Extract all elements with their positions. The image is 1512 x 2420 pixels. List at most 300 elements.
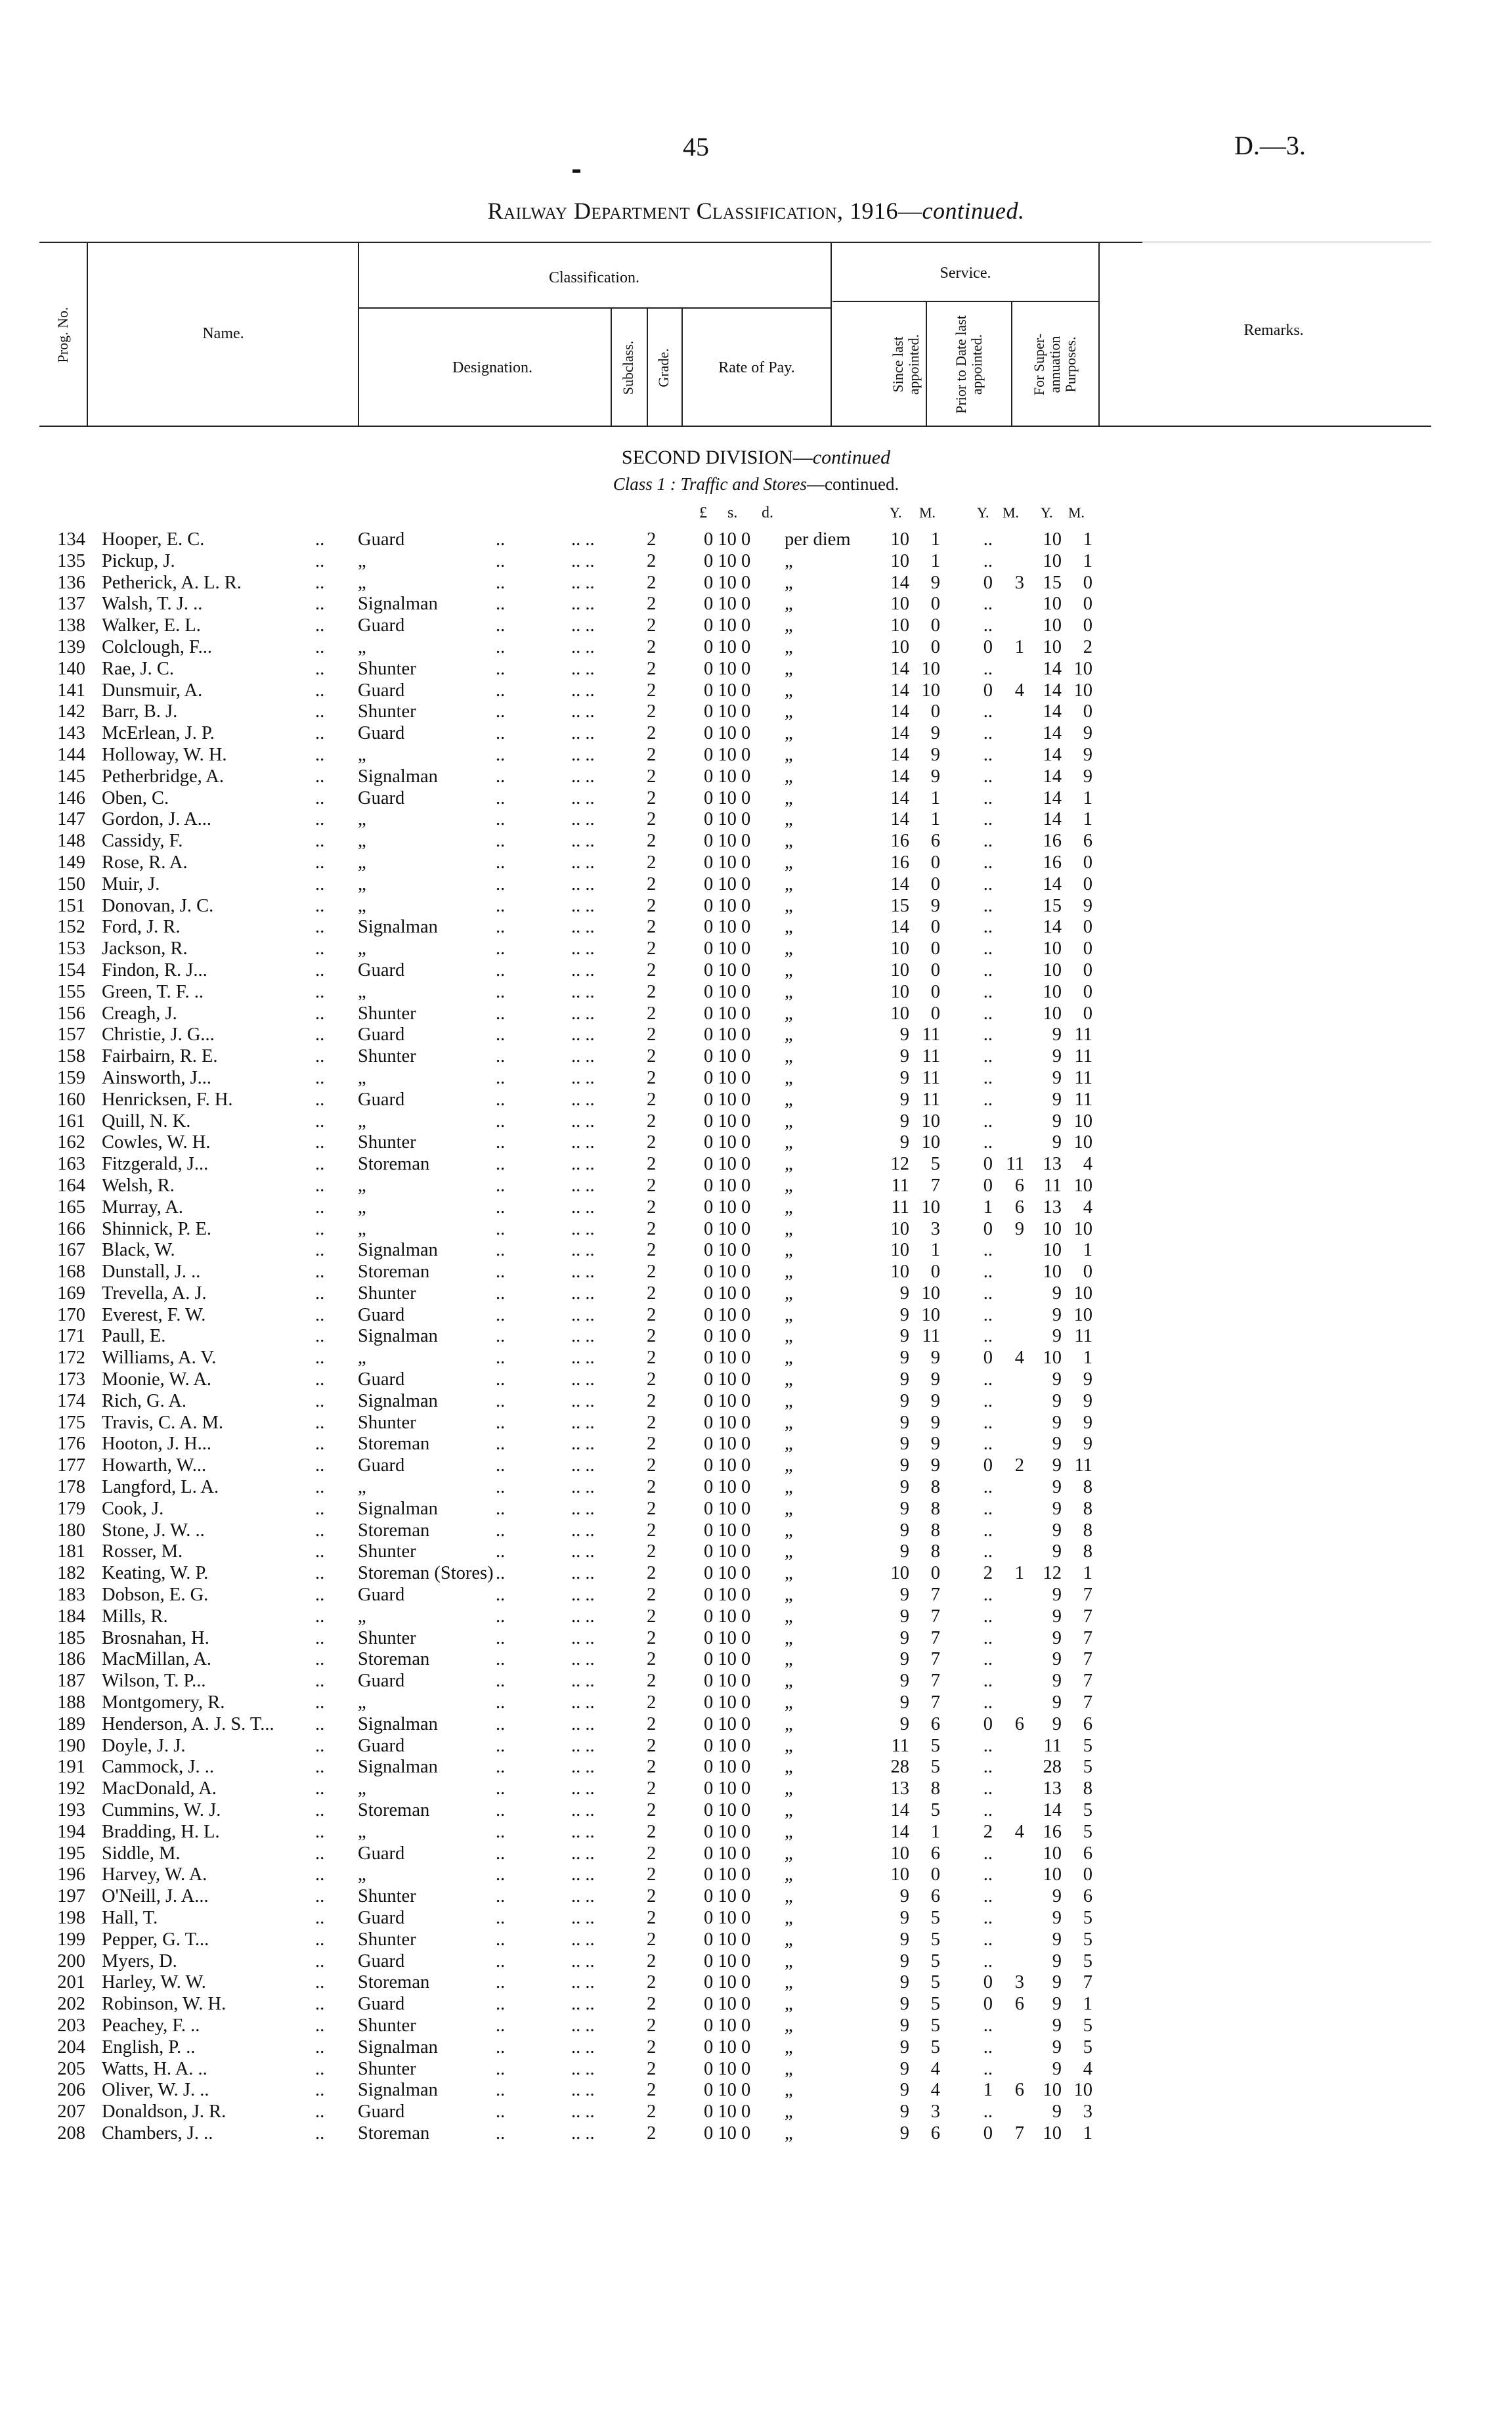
since-months: 10 [921,1111,940,1132]
rate-of-pay: 0 10 0 [704,1003,751,1024]
super-months: 10 [1073,1111,1092,1132]
pay-period: „ [785,1498,793,1519]
grade-value: 2 [647,831,657,852]
employee-name: English, P. .. [102,2036,196,2057]
since-months: 5 [930,1994,940,2015]
pay-period: „ [785,1434,793,1455]
leader-dots: .. [315,1412,325,1433]
super-months: 9 [1083,766,1092,787]
prog-number: 164 [57,1175,85,1196]
employee-name: Murray, A. [102,1197,184,1218]
super-years: 10 [1043,550,1062,571]
grade-value: 2 [647,1713,657,1734]
grade-value: 2 [647,2036,657,2057]
divider-subclass [647,307,648,427]
prog-number: 204 [57,2036,85,2057]
title-main: Railway Department Classification, 1916— [487,198,922,224]
rate-of-pay: 0 10 0 [704,1735,751,1756]
prior-years: .. [983,1089,993,1110]
table-row [0,1541,1512,1563]
employee-name: Langford, L. A. [102,1477,219,1498]
prior-months: 3 [1014,1972,1024,1993]
table-row [0,1800,1512,1822]
leader-dots: .. .. [571,1757,595,1778]
leader-dots: .. .. [571,1132,595,1153]
super-years: 9 [1052,1692,1062,1713]
leader-dots: .. [496,723,506,744]
leader-dots: .. [315,1864,325,1885]
employee-name: Cowles, W. H. [102,1132,211,1153]
table-row [0,1477,1512,1499]
leader-dots: .. [496,1218,506,1239]
since-years: 9 [899,1713,909,1734]
pay-period: „ [785,1541,793,1562]
since-months: 5 [930,1972,940,1993]
leader-dots: .. .. [571,1606,595,1627]
leader-dots: .. [315,1520,325,1541]
pay-period: „ [785,1929,793,1950]
super-years: 10 [1043,1843,1062,1864]
pay-period: „ [785,1627,793,1648]
pay-period: „ [785,2036,793,2057]
pay-period: „ [785,1369,793,1390]
divider-super [1098,242,1100,427]
prog-number: 181 [57,1541,85,1562]
grade-value: 2 [647,1757,657,1778]
designation: „ [358,1778,366,1799]
since-years: 14 [890,680,909,701]
since-years: 14 [890,723,909,744]
grade-value: 2 [647,1218,657,1239]
since-years: 9 [899,1886,909,1907]
since-months: 0 [930,959,940,980]
super-months: 3 [1083,2101,1092,2123]
designation: „ [358,831,366,852]
leader-dots: .. .. [571,895,595,916]
pay-period: „ [785,1757,793,1778]
employee-name: Dunstall, J. .. [102,1262,201,1283]
leader-dots: .. [496,852,506,873]
rate-of-pay: 0 10 0 [704,1498,751,1519]
prior-years: .. [983,1304,993,1325]
pay-period: „ [785,1821,793,1842]
table-row [0,1714,1512,1736]
pay-period: „ [785,981,793,1002]
prior-years: .. [983,1240,993,1261]
prog-number: 178 [57,1477,85,1498]
super-years: 9 [1052,1434,1062,1455]
designation: Signalman [358,2080,438,2101]
employee-name: Peachey, F. .. [102,2015,200,2036]
since-months: 0 [930,917,940,938]
since-months: 9 [930,723,940,744]
employee-name: Paull, E. [102,1326,166,1347]
since-years: 9 [899,1541,909,1562]
prior-years: .. [983,1929,993,1950]
rate-of-pay: 0 10 0 [704,787,751,808]
leader-dots: .. [496,1003,506,1024]
leader-dots: .. .. [571,1800,595,1821]
rate-of-pay: 0 10 0 [704,1541,751,1562]
employee-name: Mills, R. [102,1606,168,1627]
since-years: 10 [890,615,909,636]
table-row [0,874,1512,896]
designation: Shunter [358,701,416,722]
since-years: 14 [890,917,909,938]
since-months: 9 [930,744,940,765]
prior-months: 6 [1014,2080,1024,2101]
leader-dots: .. .. [571,852,595,873]
employee-name: Barr, B. J. [102,701,178,722]
super-years: 9 [1052,1994,1062,2015]
grade-value: 2 [647,1821,657,1842]
prog-number: 141 [57,680,85,701]
table-row [0,1413,1512,1434]
leader-dots: .. [496,1563,506,1584]
super-years: 9 [1052,1886,1062,1907]
since-months: 10 [921,680,940,701]
table-row [0,594,1512,615]
prog-number: 156 [57,1003,85,1024]
since-years: 14 [890,1821,909,1842]
leader-dots: .. [315,2058,325,2079]
table-row [0,852,1512,874]
rate-of-pay: 0 10 0 [704,1046,751,1067]
prior-years: .. [983,766,993,787]
designation: Guard [358,1735,405,1756]
prior-years: .. [983,1498,993,1519]
pay-period: „ [785,809,793,830]
since-months: 9 [930,1434,940,1455]
leader-dots: .. [496,1132,506,1153]
prog-number: 195 [57,1843,85,1864]
leader-dots: .. .. [571,1003,595,1024]
super-years: 10 [1043,1262,1062,1283]
prior-years: .. [983,981,993,1002]
designation: „ [358,1606,366,1627]
since-months: 0 [930,1563,940,1584]
leader-dots: .. .. [571,1240,595,1261]
prior-years: 0 [983,1994,993,2015]
prog-number: 137 [57,594,85,615]
since-months: 6 [930,831,940,852]
leader-dots: .. [496,959,506,980]
grade-value: 2 [647,1175,657,1196]
prior-years: .. [983,1757,993,1778]
rate-of-pay: 0 10 0 [704,766,751,787]
leader-dots: .. [315,1821,325,1842]
super-months: 7 [1083,1606,1092,1627]
grade-value: 2 [647,873,657,894]
since-years: 9 [899,1455,909,1476]
leader-dots: .. [315,895,325,916]
pay-period: „ [785,831,793,852]
leader-dots: .. [496,615,506,636]
leader-dots: .. .. [571,766,595,787]
leader-dots: .. .. [571,1390,595,1411]
leader-dots: .. [315,1067,325,1088]
leader-dots: .. [496,1929,506,1950]
prog-number: 175 [57,1412,85,1433]
leader-dots: .. [315,1908,325,1928]
leader-dots: .. [496,1197,506,1218]
prior-years: .. [983,1843,993,1864]
rate-of-pay: 0 10 0 [704,1348,751,1369]
unit-months-prior: M. [1003,504,1020,521]
employee-name: Cassidy, F. [102,831,183,852]
prior-years: .. [983,550,993,571]
grade-value: 2 [647,917,657,938]
super-years: 16 [1043,1821,1062,1842]
grade-value: 2 [647,1132,657,1153]
super-months: 5 [1083,1735,1092,1756]
header-prior-to-date: Prior to Date last appointed. [953,315,985,414]
grade-value: 2 [647,1283,657,1304]
prior-months: 7 [1014,2123,1024,2144]
since-years: 16 [890,852,909,873]
super-months: 1 [1083,2123,1092,2144]
leader-dots: .. [496,1627,506,1648]
super-months: 1 [1083,787,1092,808]
leader-dots: .. .. [571,1498,595,1519]
grade-value: 2 [647,1649,657,1670]
leader-dots: .. [496,1348,506,1369]
pay-period: „ [785,2058,793,2079]
since-months: 1 [930,787,940,808]
pay-period: „ [785,1024,793,1045]
prior-years: .. [983,1800,993,1821]
header-superannuation: For Super-annuation Purposes. [1031,333,1079,396]
leader-dots: .. [315,1175,325,1196]
leader-dots: .. [496,1262,506,1283]
super-years: 9 [1052,1950,1062,1971]
pay-period: „ [785,2080,793,2101]
prior-years: .. [983,852,993,873]
employee-name: Christie, J. G... [102,1024,215,1045]
grade-value: 2 [647,1197,657,1218]
leader-dots: .. .. [571,873,595,894]
rate-of-pay: 0 10 0 [704,917,751,938]
super-years: 11 [1043,1735,1062,1756]
super-years: 9 [1052,2015,1062,2036]
unit-years-since: Y. [890,504,902,521]
since-months: 6 [930,2123,940,2144]
grade-value: 2 [647,744,657,765]
table-row [0,1132,1512,1154]
super-months: 9 [1083,744,1092,765]
prog-number: 171 [57,1326,85,1347]
prog-number: 184 [57,1606,85,1627]
leader-dots: .. .. [571,1864,595,1885]
since-months: 4 [930,2058,940,2079]
super-months: 7 [1083,1671,1092,1692]
super-months: 0 [1083,852,1092,873]
service-underline [832,301,1098,302]
table-row [0,745,1512,766]
leader-dots: .. [496,1735,506,1756]
since-months: 6 [930,1843,940,1864]
grade-value: 2 [647,1972,657,1993]
rate-of-pay: 0 10 0 [704,723,751,744]
leader-dots: .. .. [571,2123,595,2144]
prog-number: 157 [57,1024,85,1045]
grade-value: 2 [647,1412,657,1433]
super-years: 10 [1043,1218,1062,1239]
super-months: 8 [1083,1778,1092,1799]
prog-number: 159 [57,1067,85,1088]
leader-dots: .. [315,2123,325,2144]
super-months: 1 [1083,1994,1092,2015]
grade-value: 2 [647,1154,657,1175]
leader-dots: .. [315,1283,325,1304]
pay-period: „ [785,1390,793,1411]
super-months: 8 [1083,1541,1092,1562]
leader-dots: .. [315,1585,325,1606]
super-years: 11 [1043,1175,1062,1196]
leader-dots: .. [496,1455,506,1476]
rate-of-pay: 0 10 0 [704,831,751,852]
leader-dots: .. [496,1412,506,1433]
grade-value: 2 [647,1864,657,1885]
leader-dots: .. [315,1498,325,1519]
since-years: 9 [899,1671,909,1692]
since-months: 5 [930,2015,940,2036]
super-months: 4 [1083,1197,1092,1218]
designation: Signalman [358,1757,438,1778]
super-months: 0 [1083,938,1092,959]
since-years: 9 [899,1972,909,1993]
super-months: 7 [1083,1585,1092,1606]
prior-years: .. [983,1390,993,1411]
grade-value: 2 [647,1434,657,1455]
designation: Storeman [358,1434,430,1455]
prior-years: .. [983,1003,993,1024]
employee-name: Ford, J. R. [102,917,181,938]
designation: „ [358,1864,366,1885]
leader-dots: .. [496,1800,506,1821]
designation: Guard [358,1585,405,1606]
super-years: 9 [1052,1283,1062,1304]
leader-dots: .. [496,1326,506,1347]
leader-dots: .. .. [571,550,595,571]
table-row [0,1003,1512,1025]
table-row [0,1736,1512,1757]
prog-number: 190 [57,1735,85,1756]
rate-of-pay: 0 10 0 [704,1908,751,1928]
since-years: 11 [891,1175,909,1196]
table-row [0,1908,1512,1929]
leader-dots: .. [315,959,325,980]
super-months: 9 [1083,723,1092,744]
prog-number: 180 [57,1520,85,1541]
pay-period: „ [785,1304,793,1325]
prior-years: .. [983,2015,993,2036]
super-months: 10 [1073,680,1092,701]
super-months: 8 [1083,1498,1092,1519]
leader-dots: .. [315,550,325,571]
leader-dots: .. .. [571,1262,595,1283]
prog-number: 203 [57,2015,85,2036]
title-continued: continued. [922,198,1025,224]
pay-period: „ [785,1843,793,1864]
since-years: 10 [890,529,909,550]
designation: Guard [358,615,405,636]
rate-of-pay: 0 10 0 [704,1821,751,1842]
prior-years: .. [983,1886,993,1907]
since-years: 9 [899,2036,909,2057]
leader-dots: .. [496,1950,506,1971]
prog-number: 196 [57,1864,85,1885]
since-years: 9 [899,2015,909,2036]
prog-number: 193 [57,1800,85,1821]
table-row [0,1262,1512,1283]
grade-value: 2 [647,1800,657,1821]
rate-of-pay: 0 10 0 [704,2015,751,2036]
leader-dots: .. [496,1908,506,1928]
since-years: 14 [890,658,909,679]
super-years: 13 [1043,1197,1062,1218]
rate-of-pay: 0 10 0 [704,895,751,916]
leader-dots: .. .. [571,2101,595,2123]
grade-value: 2 [647,1240,657,1261]
leader-dots: .. [496,550,506,571]
designation: Guard [358,1455,405,1476]
pay-period: „ [785,1864,793,1885]
prior-years: .. [983,1735,993,1756]
super-months: 10 [1073,1132,1092,1153]
super-months: 2 [1083,636,1092,657]
employee-name: Rae, J. C. [102,658,175,679]
grade-value: 2 [647,1111,657,1132]
super-months: 0 [1083,615,1092,636]
prog-number: 151 [57,895,85,916]
super-months: 0 [1083,917,1092,938]
leader-dots: .. [496,2015,506,2036]
employee-name: McErlean, J. P. [102,723,215,744]
since-months: 10 [921,658,940,679]
since-years: 10 [890,636,909,657]
designation: Guard [358,1950,405,1971]
prior-years: .. [983,1627,993,1648]
since-months: 10 [921,1132,940,1153]
since-months: 0 [930,1262,940,1283]
divider-prog [87,242,88,427]
designation: Signalman [358,766,438,787]
super-years: 10 [1043,2080,1062,2101]
pay-period: „ [785,1563,793,1584]
leader-dots: .. [496,917,506,938]
table-row [0,1929,1512,1951]
pay-period: „ [785,1585,793,1606]
rate-of-pay: 0 10 0 [704,1800,751,1821]
super-years: 9 [1052,1972,1062,1993]
grade-value: 2 [647,852,657,873]
super-months: 10 [1073,1304,1092,1325]
leader-dots: .. [496,1477,506,1498]
leader-dots: .. [315,1886,325,1907]
since-years: 9 [899,1994,909,2015]
designation: Storeman [358,1520,430,1541]
table-row [0,2123,1512,2145]
since-years: 9 [899,1046,909,1067]
rate-of-pay: 0 10 0 [704,852,751,873]
unit-shilling: s. [727,504,738,521]
leader-dots: .. [315,1132,325,1153]
divider-designation [611,307,612,427]
grade-value: 2 [647,1304,657,1325]
since-months: 9 [930,572,940,593]
super-months: 10 [1073,1283,1092,1304]
